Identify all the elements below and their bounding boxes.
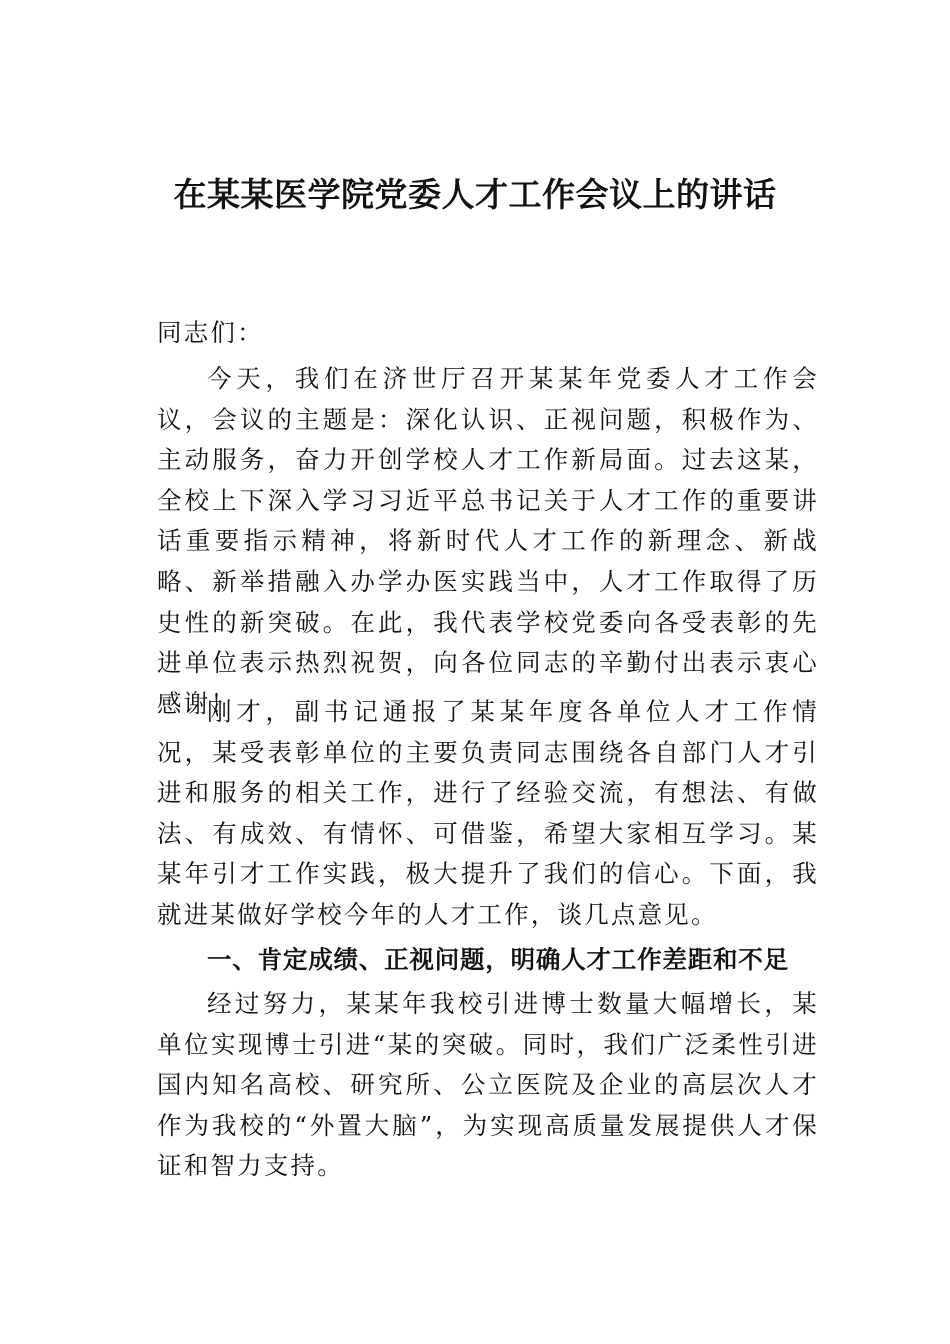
paragraph-1: 今天，我们在济世厅召开某某年党委人才工作会议，会议的主题是：深化认识、正视问题，积极作为、主动服务，奋力开创学校人才工作新局面。过去这某，全校上下深入学习习近平总书记关于人才工作的重要讲话重要指示精神，将新时代人才工作的新理念、新战略、新举措融入办学办医实践当中，人才工作取得了历史性的新突破。在此，我代表学校党委向各受表彰的先进单位表示热烈祝贺，向各位同志的辛勤付出表示衷心感谢！ — [157, 364, 819, 718]
salutation: 同志们： — [157, 318, 264, 347]
paragraph-2: 刚才，副书记通报了某某年度各单位人才工作情况，某受表彰单位的主要负责同志围绕各自部门人才引进和服务的相关工作，进行了经验交流，有想法、有做法、有成效、有情怀、可借鉴，希望大家相互学习。某某年引才工作实践，极大提升了我们的信心。下面，我就进某做好学校今年的人才工作，谈几点意见。 — [157, 697, 819, 929]
paragraph-3: 经过努力，某某年我校引进博士数量大幅增长，某单位实现博士引进“某的突破。同时，我们广泛柔性引进国内知名高校、研究所、公立医院及企业的高层次人才作为我校的“外置大脑”，为实现高质量发展提供人才保证和智力支持。 — [157, 989, 819, 1181]
section-heading-1: 一、肯定成绩、正视问题，明确人才工作差距和不足 — [207, 945, 789, 974]
document-body — [157, 0, 819, 1344]
document-title: 在某某医学院党委人才工作会议上的讲话 — [173, 175, 777, 214]
